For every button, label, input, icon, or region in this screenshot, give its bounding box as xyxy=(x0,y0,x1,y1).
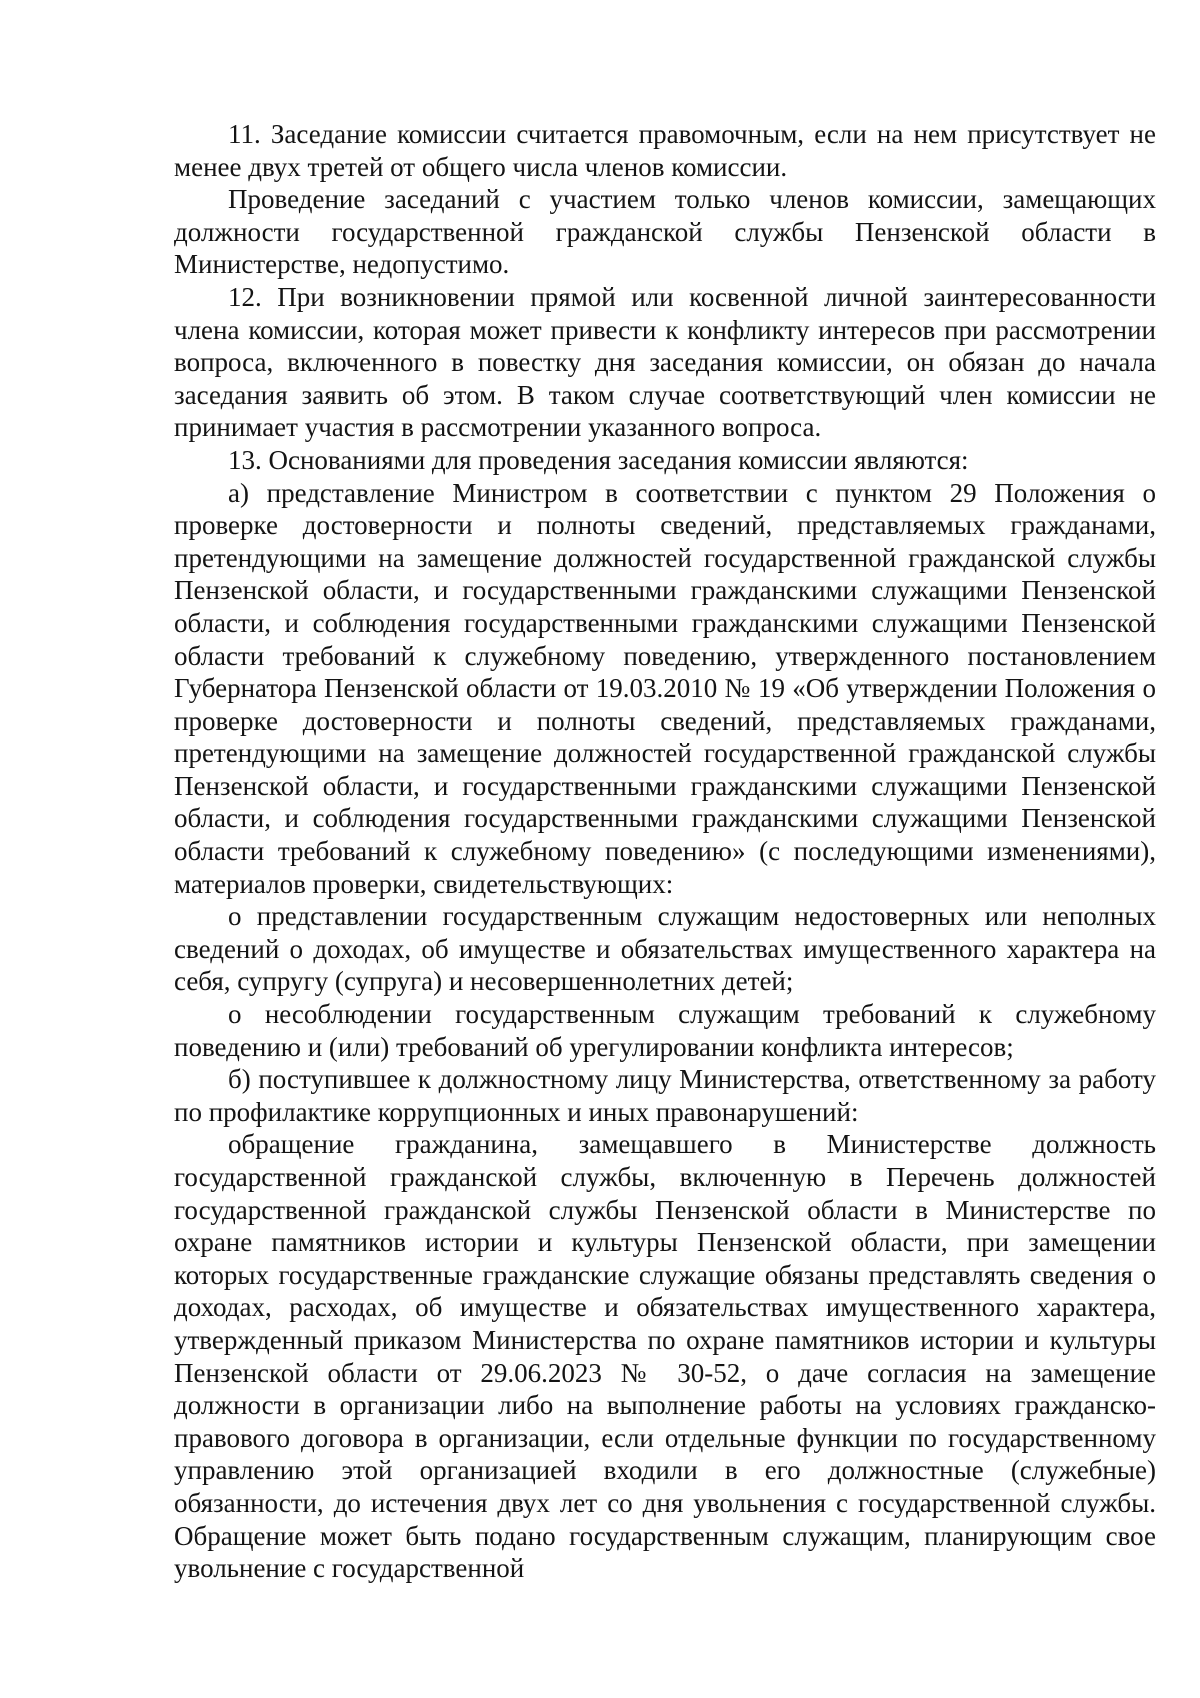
paragraph-conduct-violation: о несоблюдении государственным служащим требований к служебному поведению и (или) требований об урегулировании конфликта интересов; xyxy=(174,999,1156,1062)
paragraph-item-13: 13. Основаниями для проведения заседания комиссии являются: xyxy=(228,444,969,475)
paragraph-citizen-appeal: обращение гражданина, замещавшего в Министерстве должность государственной гражданской службы, включенную в Перечень должностей государственной гражданской службы Пензенской области в Министерстве по охране памятников истории и культуры Пензенской области, при замещении которых государственные гражданские служащие обязаны представлять сведения о доходах, расходах, об имуществе и обязательствах имущественного характера, утвержденный приказом Министерства по охране памятников истории и культуры Пензенской области от 29.06.2023 № 30-52, о даче согласия на замещение должности в организации либо на выполнение работы на условиях гражданско-правового договора в организации, если отдельные функции по государственному управлению этой организацией входили в его должностные (служебные) обязанности, до истечения двух лет со дня увольнения с государственной службы. Обращение может быть подано государственным служащим, планирующим свое увольнение с государственной xyxy=(174,1129,1156,1584)
paragraph-false-info: о представлении государственным служащим недостоверных или неполных сведений о доходах, об имуществе и обязательствах имущественного характера на себя, супругу (супруга) и несовершеннолетних детей; xyxy=(174,901,1156,997)
document-body xyxy=(174,118,1156,1585)
paragraph-session-restriction: Проведение заседаний с участием только членов комиссии, замещающих должности государственной гражданской службы Пензенской области в Министерстве, недопустимо. xyxy=(174,184,1156,280)
paragraph-subitem-b: б) поступившее к должностному лицу Министерства, ответственному за работу по профилактике коррупционных и иных правонарушений: xyxy=(174,1064,1156,1127)
paragraph-item-11: 11. Заседание комиссии считается правомочным, если на нем присутствует не менее двух третей от общего числа членов комиссии. xyxy=(174,119,1156,182)
paragraph-item-12: 12. При возникновении прямой или косвенной личной заинтересованности члена комиссии, которая может привести к конфликту интересов при рассмотрении вопроса, включенного в повестку дня заседания комиссии, он обязан до начала заседания заявить об этом. В таком случае соответствующий член комиссии не принимает участия в рассмотрении указанного вопроса. xyxy=(174,281,1156,443)
paragraph-subitem-a: а) представление Министром в соответствии с пунктом 29 Положения о проверке достоверности и полноты сведений, представляемых гражданами, претендующими на замещение должностей государственной гражданской службы Пензенской области, и государственными гражданскими служащими Пензенской области, и соблюдения государственными гражданскими служащими Пензенской области требований к служебному поведению, утвержденного постановлением Губернатора Пензенской области от 19.03.2010 № 19 «Об утверждении Положения о проверке достоверности и полноты сведений, представляемых гражданами, претендующими на замещение должностей государственной гражданской службы Пензенской области, и государственными гражданскими служащими Пензенской области, и соблюдения государственными гражданскими служащими Пензенской области требований к служебному поведению» (с последующими изменениями), материалов проверки, свидетельствующих: xyxy=(174,477,1156,899)
